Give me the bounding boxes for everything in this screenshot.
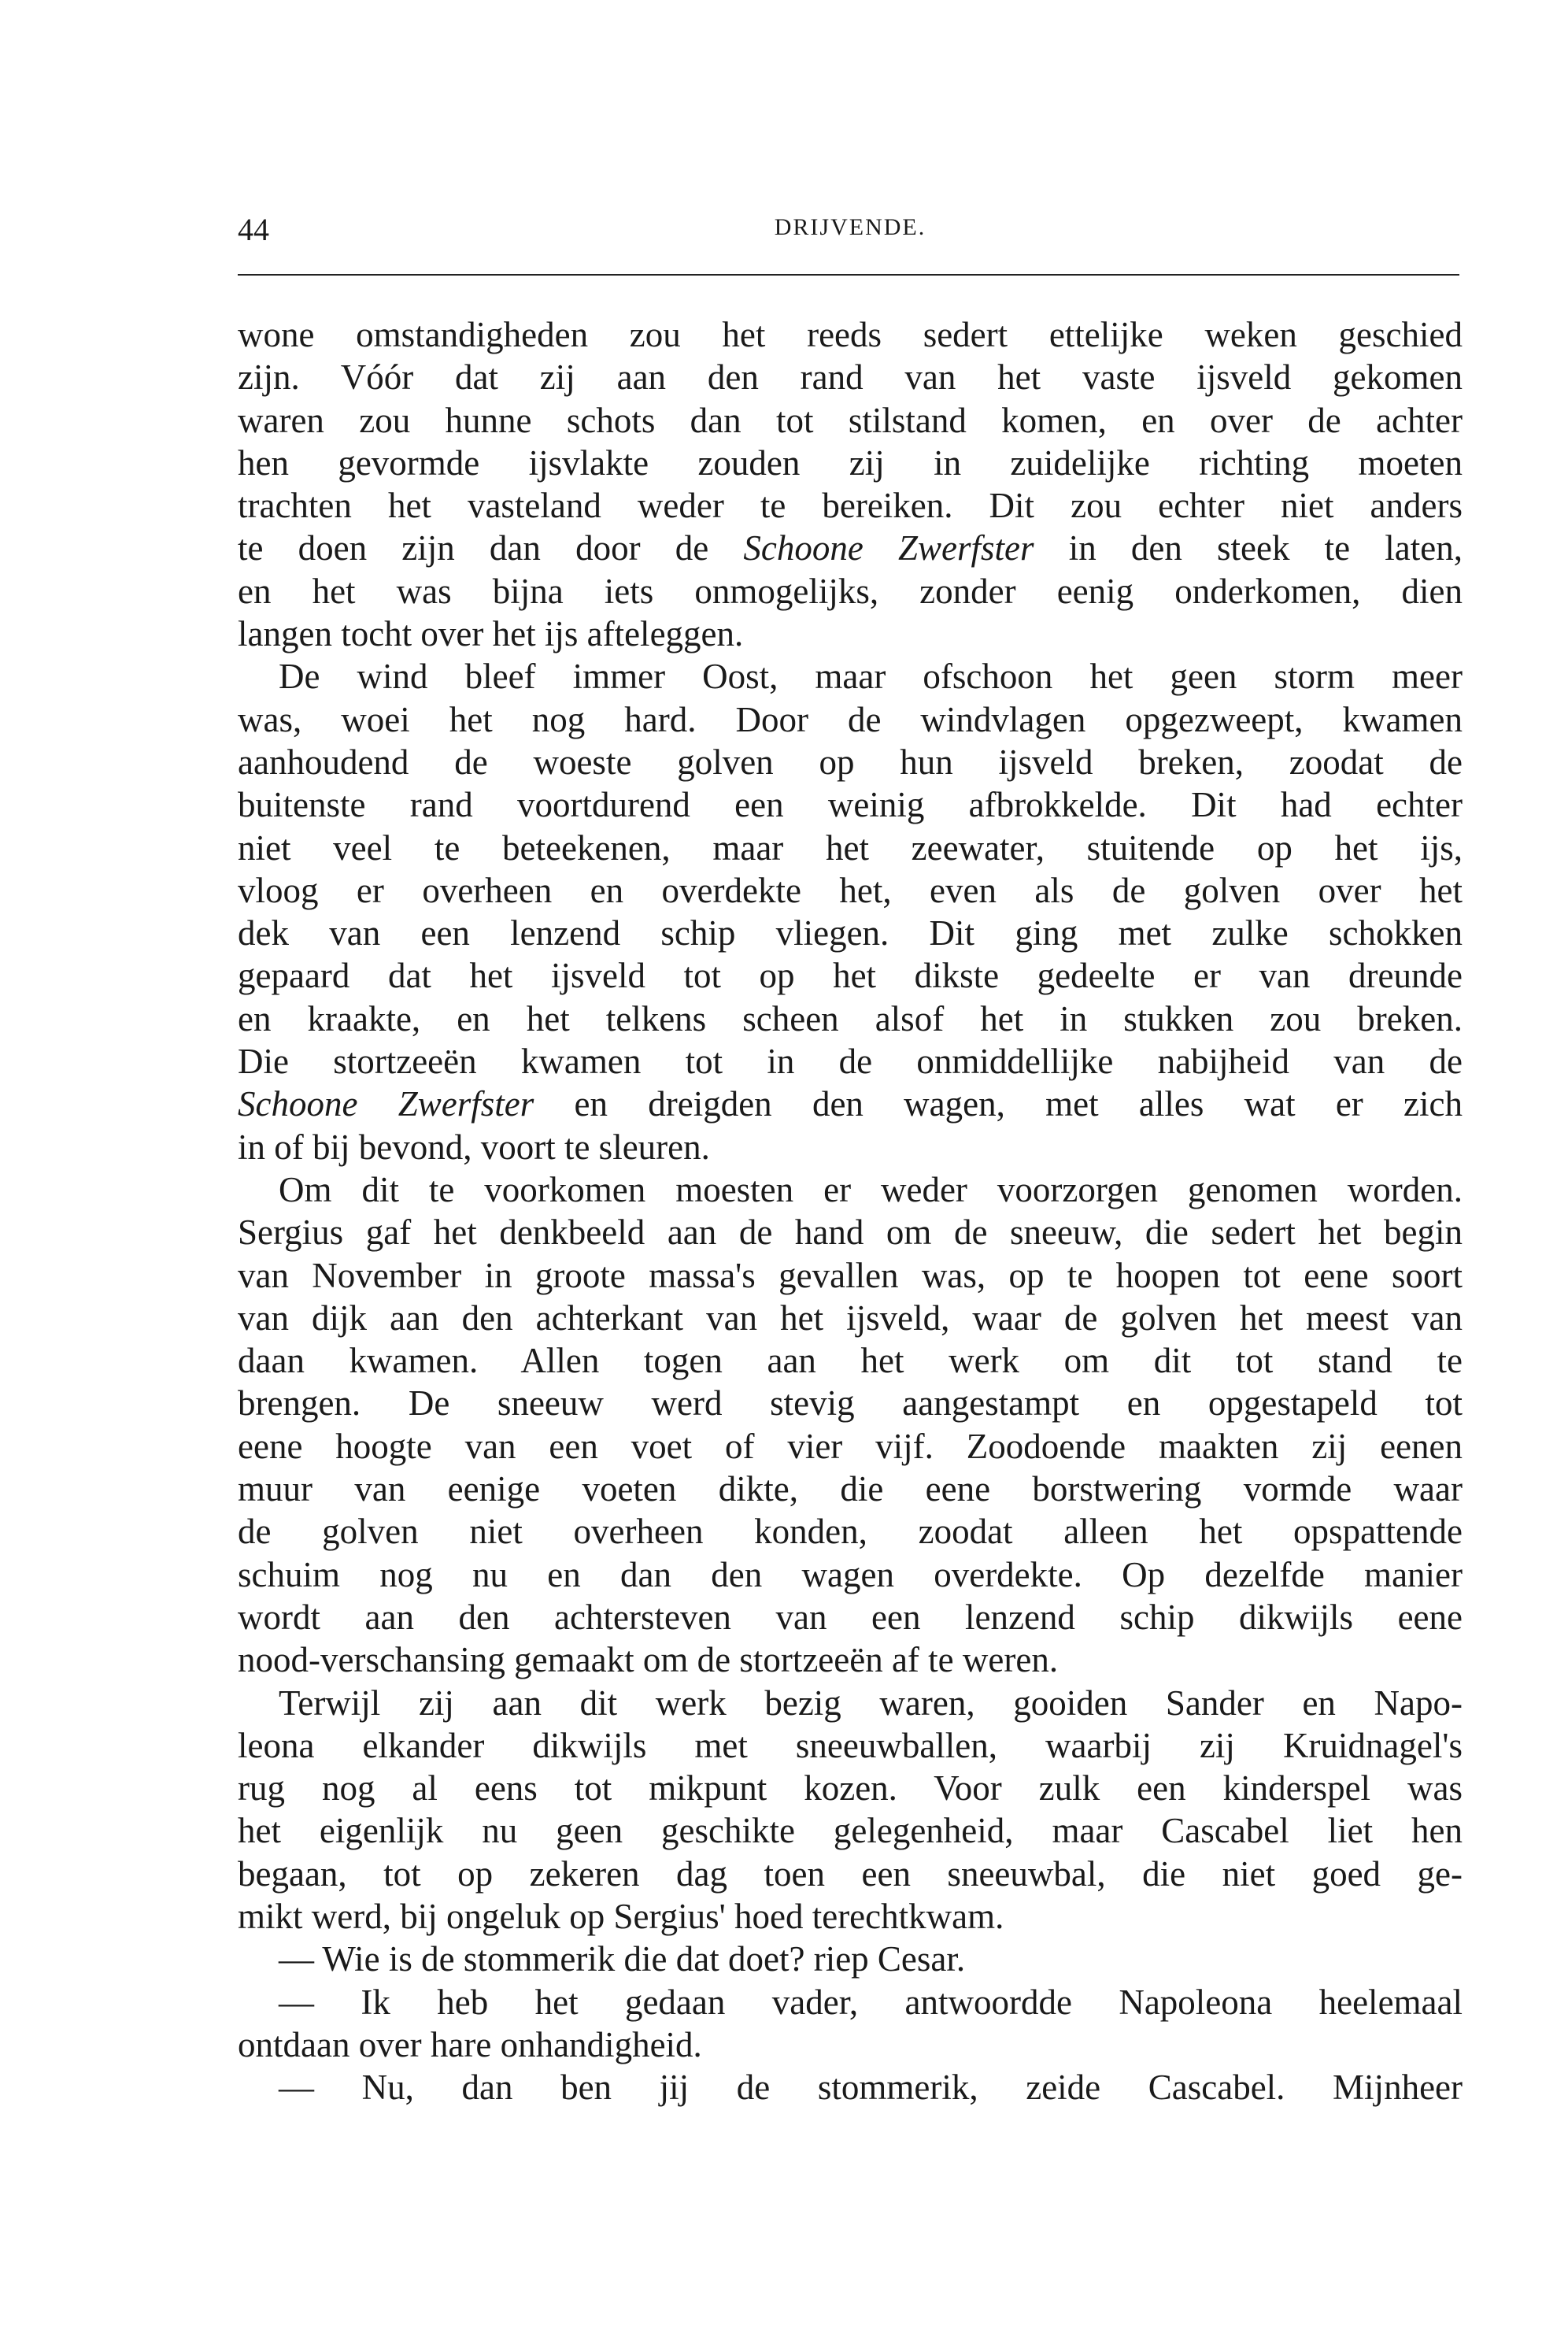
text-span: — Wie is de stommerik die dat doet? riep Cesar. (279, 1939, 966, 1979)
text-line (238, 869, 1463, 912)
text-line (238, 1211, 1463, 1253)
text-line (238, 356, 1463, 398)
text-span: begaan, tot op zekeren dag toen een sneeuwbal, die niet goed ge- (238, 1853, 1463, 1894)
text-line (238, 912, 1463, 954)
text-line (238, 1981, 1463, 2023)
text-span: zijn. Vóór dat zij aan den rand van het vaste ijsveld gekomen (238, 357, 1463, 398)
text-line (238, 399, 1463, 442)
text-line (238, 1724, 1463, 1767)
text-line (238, 827, 1463, 869)
text-span: van dijk aan den achterkant van het ijsveld, waar de golven het meest van (238, 1298, 1463, 1338)
text-span: gepaard dat het ijsveld tot op het dikste gedeelte er van dreunde (238, 956, 1463, 996)
text-span: wordt aan den achtersteven van een lenzend schip dikwijls eene (238, 1597, 1463, 1637)
text-span: Om dit te voorkomen moesten er weder voorzorgen genomen worden. (279, 1169, 1463, 1209)
text-span: wone omstandigheden zou het reeds sedert ettelijke weken geschied (238, 315, 1463, 354)
text-line (238, 484, 1463, 527)
text-span: nood-verschansing gemaakt om de stortzeeën af te weren. (238, 1640, 1059, 1680)
text-span: Die stortzeeën kwamen tot in de onmiddellijke nabijheid van de (238, 1042, 1463, 1082)
text-line (238, 2066, 1463, 2108)
text-line (238, 1895, 1463, 1938)
text-span: hen gevormde ijsvlakte zouden zij in zuidelijke richting moeten (238, 442, 1463, 483)
text-line (238, 783, 1463, 826)
text-span: eene hoogte van een voet of vier vijf. Zoodoende maakten zij eenen (238, 1426, 1463, 1466)
text-line (238, 2023, 1463, 2066)
text-line (238, 1425, 1463, 1468)
text-line (238, 1938, 1463, 1980)
text-span: muur van eenige voeten dikte, die eene borstwering vormde waar (238, 1469, 1463, 1509)
text-line (238, 613, 1463, 655)
text-line (238, 1040, 1463, 1083)
text-line (238, 998, 1463, 1040)
text-span: in den steek te laten, (1034, 528, 1463, 568)
text-span: schuim nog nu en dan den wagen overdekte. Op dezelfde manier (238, 1554, 1463, 1594)
text-span: was, woei het nog hard. Door de windvlagen opgezweept, kwamen (238, 699, 1463, 739)
text-span: en het was bijna iets onmogelijks, zonder eenig onderkomen, dien (238, 571, 1463, 611)
text-line (238, 1596, 1463, 1638)
text-span: Terwijl zij aan dit werk bezig waren, gooiden Sander en Napo- (279, 1683, 1463, 1723)
running-title: DRIJVENDE. (774, 214, 926, 240)
text-span: waren zou hunne schots dan tot stilstand komen, en over de achter (238, 400, 1463, 440)
text-span: rug nog al eens tot mikpunt kozen. Voor zulk een kinderspel was (238, 1768, 1463, 1809)
text-line (238, 1510, 1463, 1553)
text-line (238, 1682, 1463, 1724)
text-span: het eigenlijk nu geen geschikte gelegenheid, maar Cascabel liet hen (238, 1811, 1463, 1851)
text-line (238, 741, 1463, 783)
text-span: ontdaan over hare onhandigheid. (238, 2024, 702, 2064)
text-line (238, 1297, 1463, 1339)
text-line (238, 1339, 1463, 1382)
text-span: te doen zijn dan door de (238, 528, 744, 568)
text-line (238, 1468, 1463, 1510)
body-text (238, 313, 1463, 2108)
text-span: van November in groote massa's gevallen was, op te hoopen tot eene soort (238, 1255, 1463, 1295)
text-span: brengen. De sneeuw werd stevig aangestampt en opgestapeld tot (238, 1383, 1463, 1424)
text-line (238, 1553, 1463, 1596)
text-span: Sergius gaf het denkbeeld aan de hand om de sneeuw, die sedert het begin (238, 1213, 1463, 1253)
text-line (238, 1853, 1463, 1895)
text-span: daan kwamen. Allen togen aan het werk om dit tot stand te (238, 1341, 1463, 1381)
text-line (238, 1168, 1463, 1211)
text-line (238, 1809, 1463, 1852)
text-line (238, 1382, 1463, 1424)
text-span: De wind bleef immer Oost, maar ofschoon het geen storm meer (279, 657, 1463, 697)
text-span: niet veel te beteekenen, maar het zeewater, stuitende op het ijs, (238, 827, 1463, 868)
text-line (238, 954, 1463, 997)
text-span: in of bij bevond, voort te sleuren. (238, 1127, 710, 1167)
page-number: 44 (238, 212, 269, 247)
text-span: en dreigden den wagen, met alles wat er zich (534, 1084, 1463, 1124)
italic-title: Schoone Zwerfster (238, 1084, 534, 1124)
text-line (238, 698, 1463, 741)
text-line (238, 1083, 1463, 1125)
text-line (238, 1254, 1463, 1297)
text-line (238, 1126, 1463, 1168)
italic-title: Schoone Zwerfster (743, 528, 1034, 568)
text-line (238, 570, 1463, 613)
text-line (238, 527, 1463, 569)
text-span: mikt werd, bij ongeluk op Sergius' hoed terechtkwam. (238, 1896, 1004, 1936)
text-span: buitenste rand voortdurend een weinig afbrokkelde. Dit had echter (238, 785, 1463, 825)
text-span: vloog er overheen en overdekte het, even als de golven over het (238, 870, 1463, 910)
text-span: en kraakte, en het telkens scheen alsof het in stukken zou breken. (238, 998, 1463, 1039)
text-line (238, 655, 1463, 698)
text-line (238, 1638, 1463, 1681)
text-span: langen tocht over het ijs afteleggen. (238, 614, 744, 654)
text-span: — Nu, dan ben jij de stommerik, zeide Cascabel. Mijnheer (279, 2068, 1463, 2108)
text-line (238, 313, 1463, 356)
text-span: de golven niet overheen konden, zoodat alleen het opspattende (238, 1512, 1463, 1552)
header-rule (238, 274, 1459, 276)
text-span: trachten het vasteland weder te bereiken. Dit zou echter niet anders (238, 486, 1463, 526)
text-line (238, 1767, 1463, 1809)
text-line (238, 442, 1463, 484)
text-span: aanhoudend de woeste golven op hun ijsveld breken, zoodat de (238, 742, 1463, 782)
text-span: — Ik heb het gedaan vader, antwoordde Napoleona heelemaal (279, 1982, 1463, 2022)
text-span: dek van een lenzend schip vliegen. Dit ging met zulke schokken (238, 913, 1463, 953)
text-span: leona elkander dikwijls met sneeuwballen, waarbij zij Kruidnagel's (238, 1725, 1463, 1765)
